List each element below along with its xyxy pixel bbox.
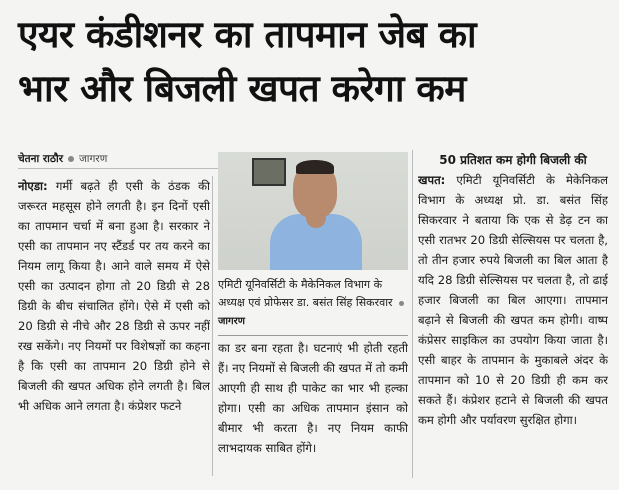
headline-line-2: भार और बिजली खपत करेगा कम [18,67,466,110]
bullet-icon [68,156,74,162]
dateline: नोएडा: [18,179,48,193]
byline-author: चेतना राठौर [18,153,63,165]
photo-hair [296,160,334,174]
caption-text: एमिटी यूनिवर्सिटी के मैकेनिकल विभाग के अध्यक्ष एवं प्रोफेसर डा. बसंत सिंह सिकरवार [218,278,393,309]
byline-paper: जागरण [78,153,108,165]
column-1-text: गर्मी बढ़ते ही एसी के ठंडक की जरूरत महसूस होने लगती है। इन दिनों एसी का तापमान चर्चा में बना हुआ है। सरकार ने एसी का तापमान नए स्टैंडर्ड पर तय करने का नियम लागू किया है। आने वाले समय में ऐसे एसी का उत्पादन होगा तो 20 डिग्री से 28 डिग्री के बीच संचालित होंगे। ऐसे में एसी को 20 डिग्री से नीचे और 28 डिग्री से ऊपर नहीं रख सकेंगे। नए नियमों पर विशेषज्ञों का कहना है कि एसी का तापमान 20 डिग्री होने से बिजली की खपत अधिक होने लगती है। बिल भी अधिक आने लगता है। कंप्रेशर फटने [18,179,210,413]
column-divider [412,150,413,478]
photo-caption [218,276,408,336]
article-column-3 [418,150,608,480]
professor-photo [218,152,408,270]
article-column-2 [218,338,408,478]
column-2-text: का डर बना रहता है। घटनाएं भी होती रहती हैं। नए नियमों से बिजली की खपत में तो कमी आएगी ही साथ ही पाकेट का भार भी हल्का होगा। एसी का अधिक तापमान इंसान को बीमार भी करता है। नए नियम काफी लाभदायक साबित होंगे। [218,341,408,455]
caption-source: जागरण [218,316,245,327]
article-column-1 [18,176,210,476]
column-3-lead: खपत: [418,173,446,187]
column-divider [212,176,213,476]
headline [18,8,608,116]
column-3-subhead: 50 प्रतिशत कम होगी बिजली की [439,153,587,167]
bullet-icon [399,301,404,306]
wall-frame [252,158,286,186]
headline-line-1: एयर कंडीशनर का तापमान जेब का [18,13,477,56]
column-3-text: एमिटी यूनिवर्सिटी के मेकेनिकल विभाग के अध्यक्ष प्रो. डा. बसंत सिंह सिकरवार ने बताया कि एक से डेढ़ टन का एसी रातभर 20 डिग्री सेल्सियस पर चलता है, तो तीन हजार रुपये बिजली का बिल आता है यदि 28 डिग्री सेल्सियस पर चलता है, तो ढाई हजार बिजली का बिल आएगा। तापमान बढ़ाने से बिजली की खपत कम होगी। वाष्प कंप्रेसर साइकिल का उपयोग किया जाता है। एसी बाहर के तापमान के मुकाबले अंदर के तापमान को 10 से 20 डिग्री ही कम कर सकते हैं। कंप्रेशर हटाने से बिजली की खपत कम होगी और पर्यावरण सुरक्षित होगा। [418,173,608,427]
